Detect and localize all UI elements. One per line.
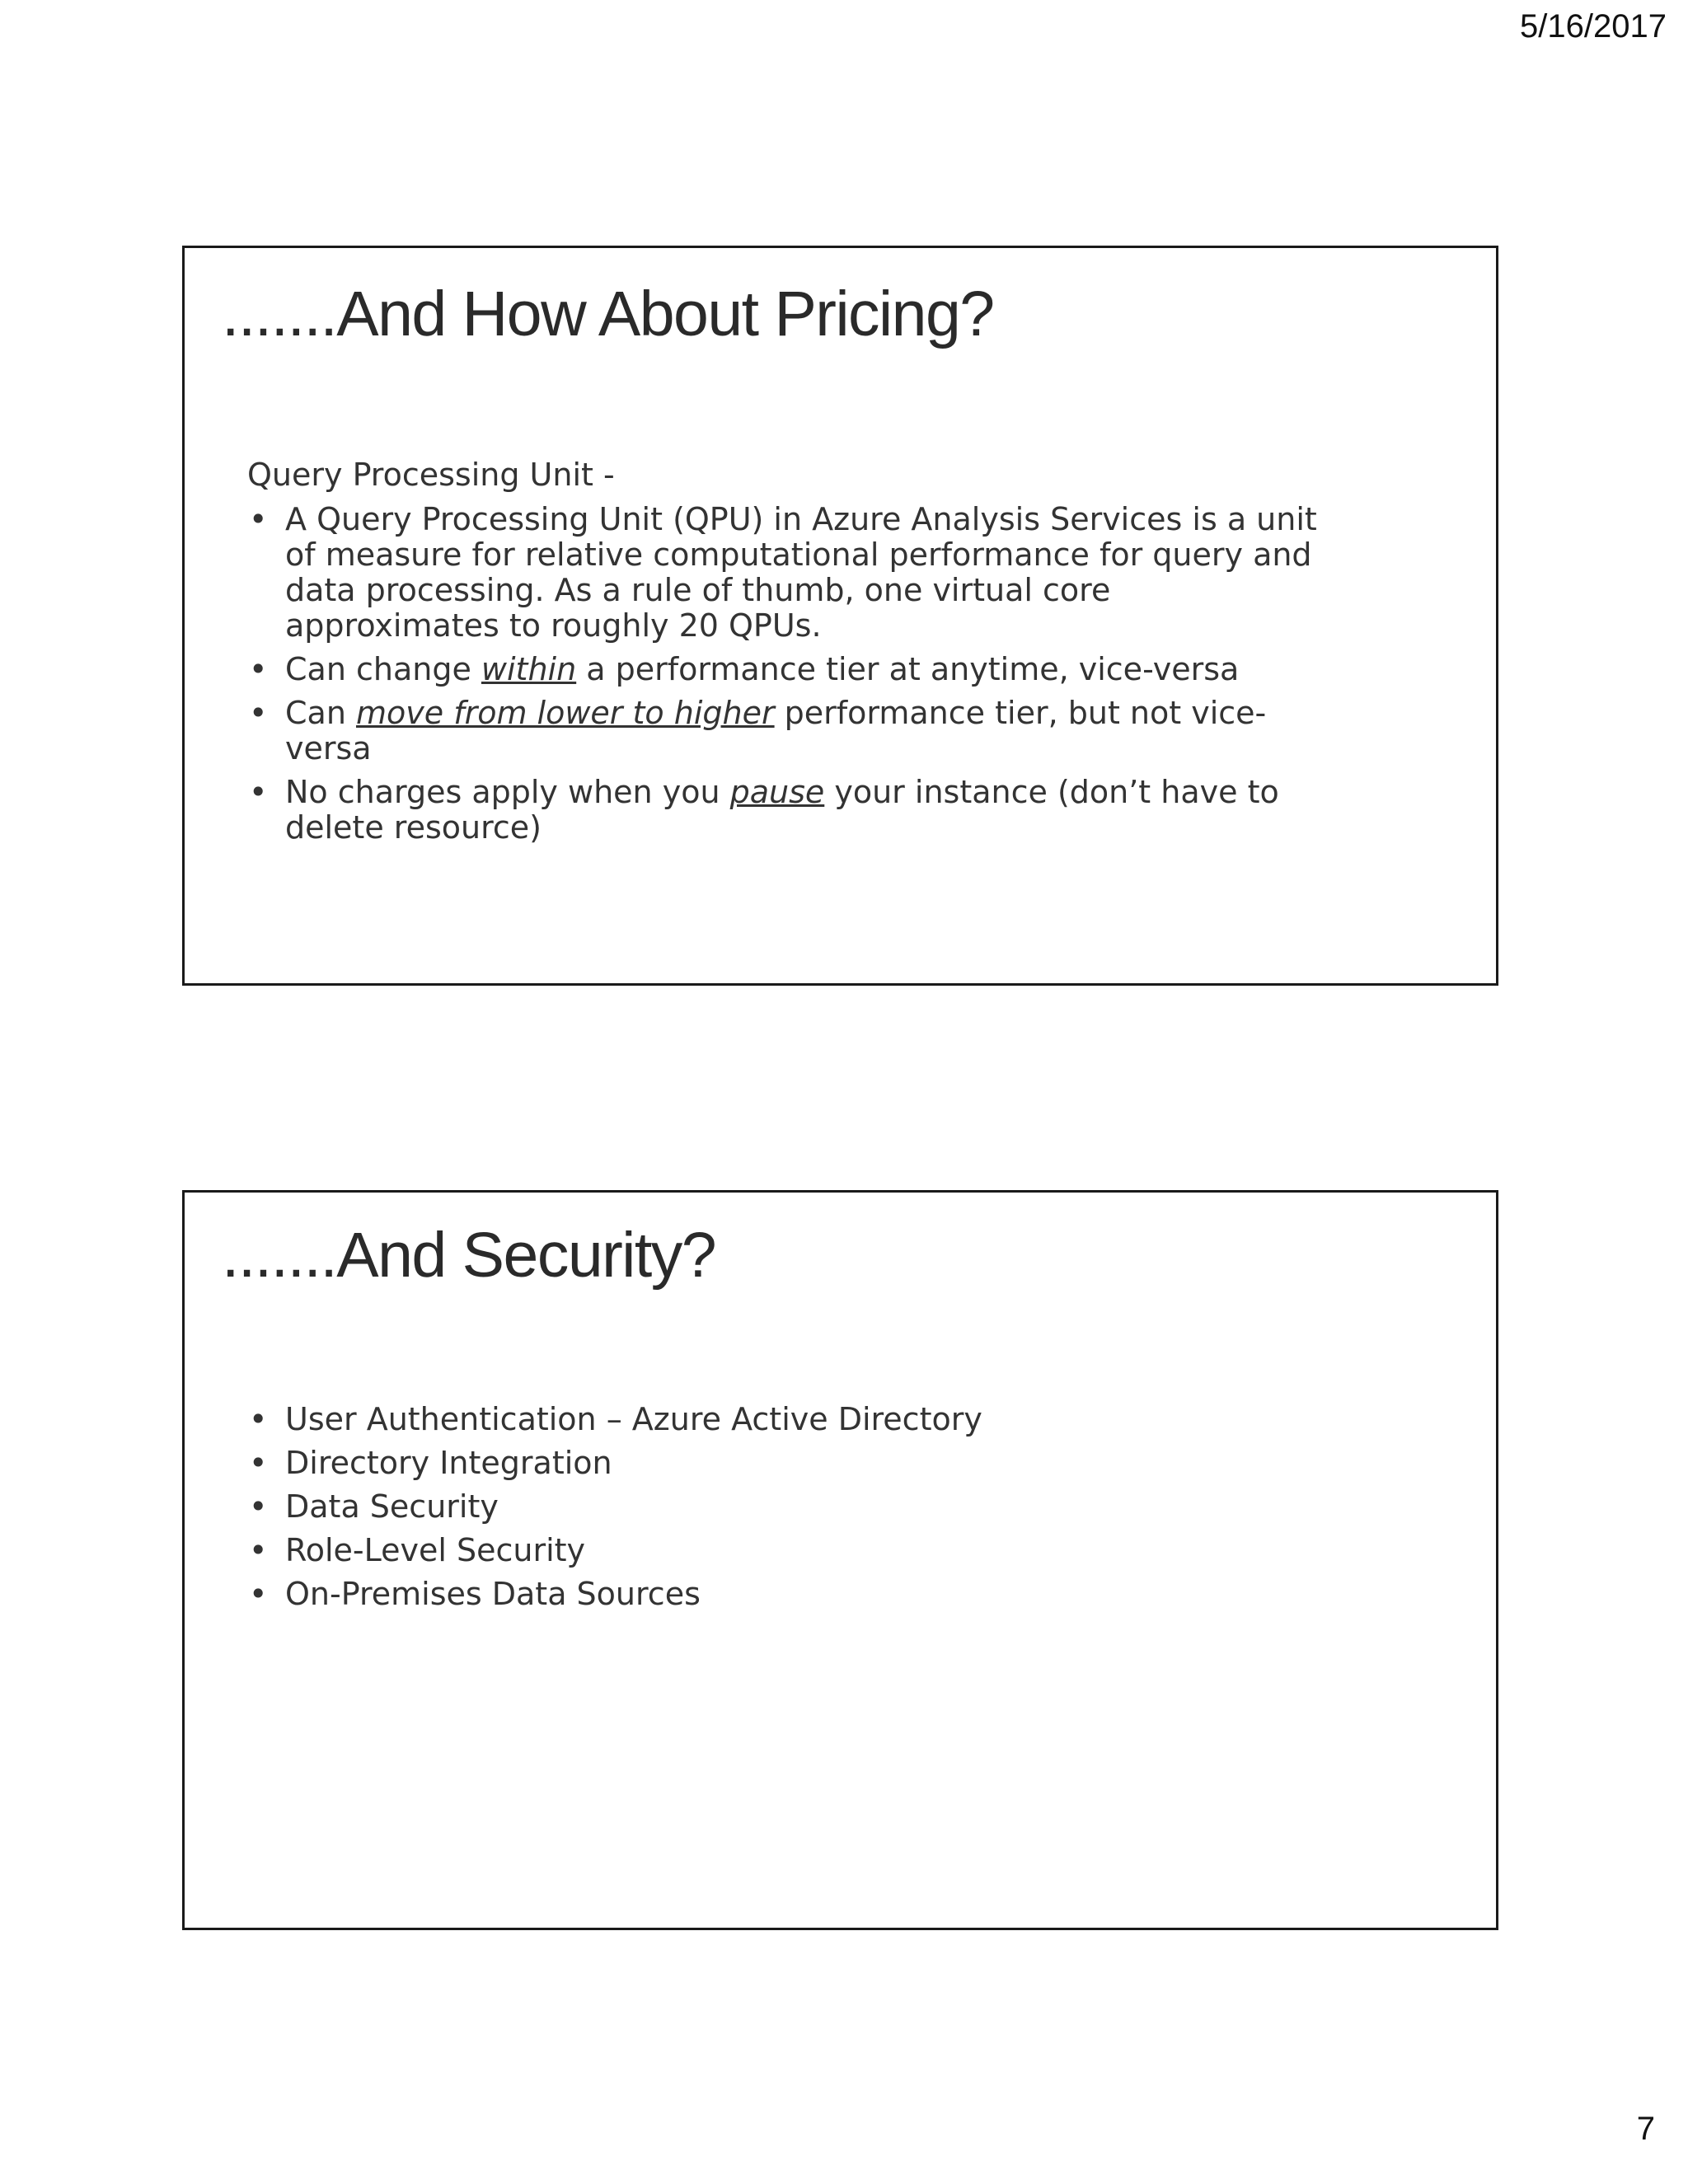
bullet-text-emphasis: within [481, 651, 577, 687]
bullet-item [247, 502, 1331, 644]
bullet-item: • Role-Level Security [247, 1533, 1331, 1568]
slide-body [247, 457, 1331, 854]
bullet-text-post: your instance (don’t have to delete resource) [285, 774, 1279, 846]
bullet-item [247, 652, 1331, 687]
bullet-item: • Directory Integration [247, 1446, 1331, 1481]
intro-text: Query Processing Unit - [247, 457, 615, 493]
bullet-text-pre: Can change [285, 651, 481, 687]
bullet-item: • Data Security [247, 1489, 1331, 1525]
bullet-item [247, 775, 1331, 846]
bullet-list [247, 502, 1331, 846]
bullet-text-pre: No charges apply when you [285, 774, 730, 810]
slide-security [182, 1190, 1498, 1930]
page-date: 5/16/2017 [1520, 8, 1667, 45]
bullet-item: • User Authentication – Azure Active Directory [247, 1402, 1331, 1437]
bullet-text-post: a performance tier at anytime, vice-versa [576, 651, 1240, 687]
bullet-text-pre: Can [285, 695, 356, 731]
page-number: 7 [1636, 2111, 1655, 2147]
bullet-list [247, 1402, 1331, 1612]
slide-pricing [182, 246, 1498, 986]
bullet-item [247, 696, 1331, 766]
bullet-text-post: performance tier, but not vice-versa [285, 695, 1267, 766]
bullet-text: A Query Processing Unit (QPU) in Azure Analysis Services is a unit of measure for relative computational performance for query and data processing. As a rule of thumb, one virtual core approximates to roughly 20 QPUs. [285, 501, 1317, 644]
bullet-text-emphasis: pause [729, 774, 825, 810]
bullet-text-emphasis: move from lower to higher [355, 695, 775, 731]
slide-body [247, 1402, 1331, 1620]
slide-title: .......And How About Pricing? [222, 279, 994, 349]
slide-title: .......And Security? [222, 1220, 716, 1291]
bullet-item: • On-Premises Data Sources [247, 1577, 1331, 1612]
